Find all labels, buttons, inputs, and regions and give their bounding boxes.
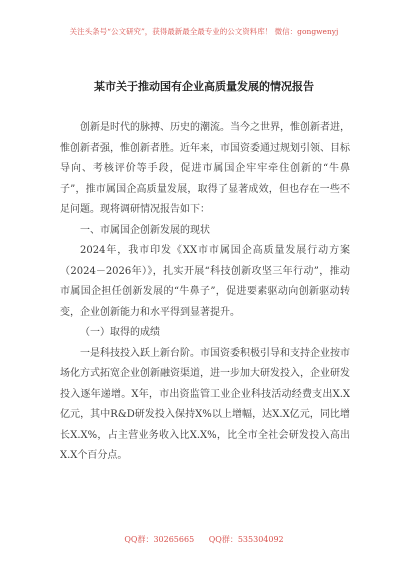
document-title: 某市关于推动国有企业高质量发展的情况报告 (94, 80, 314, 93)
section-heading: 一、市属国企创新发展的现状 (80, 224, 210, 236)
subsection-heading: （一）取得的成绩 (80, 327, 160, 338)
document-body (60, 118, 350, 467)
header-note: 关注头条号“公文研究”，获得最新最全最专业的公文资料库！ 微信：gongwenyj (69, 27, 339, 36)
footer-qq-group-2: QQ群：535304092 (208, 535, 284, 544)
body-paragraph: 一是科技投入跃上新台阶。市国资委积极引导和支持企业按市场化方式拓宽企业创新融资渠道，进一步加大研发投入，企业研发投入逐年递增。X年，市出资监管工业企业科技活动经费支出X.X亿元，其中R&D研发投入保持X%以上增幅，达X.X亿元，同比增长X.X%，占主营业务收入比X.X%，比全市全社会研发投入高出X.X个百分点。 (60, 347, 350, 461)
footer-qq-group-1: QQ群：30265665 (124, 535, 195, 544)
intro-paragraph: 创新是时代的脉搏、历史的潮流。当今之世界，惟创新者进，惟创新者强，惟创新者胜。近年来，市国资委通过规划引领、目标导向、考核评价等手段，促进市属国企牢牢牵住创新的“牛鼻子”，推市属国企高质量发展，取得了显著成效，但也存在一些不足问题。现将调研情况报告如下： (60, 122, 350, 215)
footer (0, 534, 408, 545)
body-paragraph: 2024年，我市印发《XX市市属国企高质量发展行动方案（2024－2026年）》，扎实开展“科技创新攻坚三年行动”，推动市属国企担任创新发展的“牛鼻子”，促进要素驱动向创新驱动转变，企业创新能力和水平得到显著提升。 (60, 245, 350, 318)
